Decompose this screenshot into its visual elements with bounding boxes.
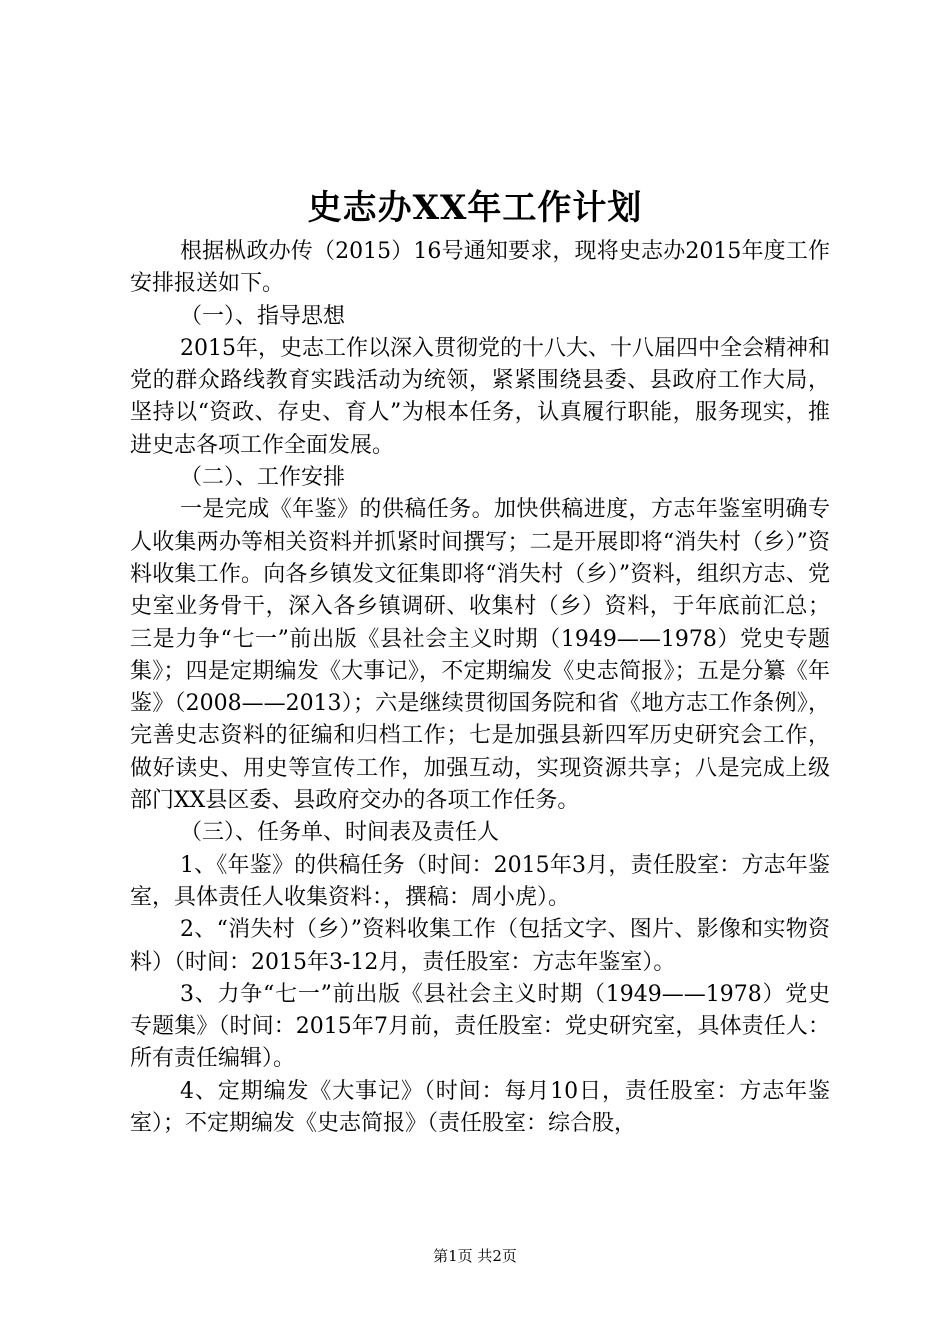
task-item-4: 4、定期编发《大事记》（时间：每月10日，责任股室：方志年鉴室）；不定期编发《史志简报》（责任股室：综合股， [130, 1078, 830, 1137]
section-heading-task-list: （三）、任务单、时间表及责任人 [180, 820, 500, 846]
section-heading-work-arrangement: （二）、工作安排 [180, 465, 346, 491]
section-heading-guiding-thought: （一）、指导思想 [180, 303, 346, 329]
paragraph-work-arrangement: 一是完成《年鉴》的供稿任务。加快供稿进度，方志年鉴室明确专人收集两办等相关资料并抓紧时间撰写；二是开展即将“消失村（乡）”资料收集工作。向各乡镇发文征集即将“消失村（乡）”资料，组织方志、党史室业务骨干，深入各乡镇调研、收集村（乡）资料，于年底前汇总；三是力争“七一”前出版《县社会主义时期（1949——1978）党史专题集》；四是定期编发《大事记》，不定期编发《史志简报》；五是分纂《年鉴》（2008——2013）；六是继续贯彻国务院和省《地方志工作条例》，完善史志资料的征编和归档工作；七是加强县新四军历史研究会工作，做好读史、用史等宣传工作，加强互动，实现资源共享；八是完成上级部门XX县区委、县政府交办的各项工作任务。 [130, 497, 830, 814]
task-item-3: 3、力争“七一”前出版《县社会主义时期（1949——1978）党史专题集》（时间：2015年7月前，责任股室：党史研究室，具体责任人：所有责任编辑）。 [130, 981, 830, 1072]
document-body [130, 236, 830, 1140]
paragraph-intro: 根据枞政办传（2015）16号通知要求，现将史志办2015年度工作安排报送如下。 [130, 239, 830, 297]
paragraph-guiding-thought: 2015年，史志工作以深入贯彻党的十八大、十八届四中全会精神和党的群众路线教育实践活动为统领，紧紧围绕县委、县政府工作大局，坚持以“资政、存史、育人”为根本任务，认真履行职能，服务现实，推进史志各项工作全面发展。 [130, 335, 830, 458]
task-item-2: 2、“消失村（乡）”资料收集工作（包括文字、图片、影像和实物资料）（时间：2015年3-12月，责任股室：方志年鉴室）。 [130, 917, 830, 975]
page-footer: 第1页 共2页 [433, 1247, 517, 1265]
task-item-1: 1、《年鉴》的供稿任务（时间：2015年3月，责任股室：方志年鉴室，具体责任人收集资料：，撰稿：周小虎）。 [130, 852, 830, 910]
document-title: 史志办XX年工作计划 [307, 188, 643, 228]
